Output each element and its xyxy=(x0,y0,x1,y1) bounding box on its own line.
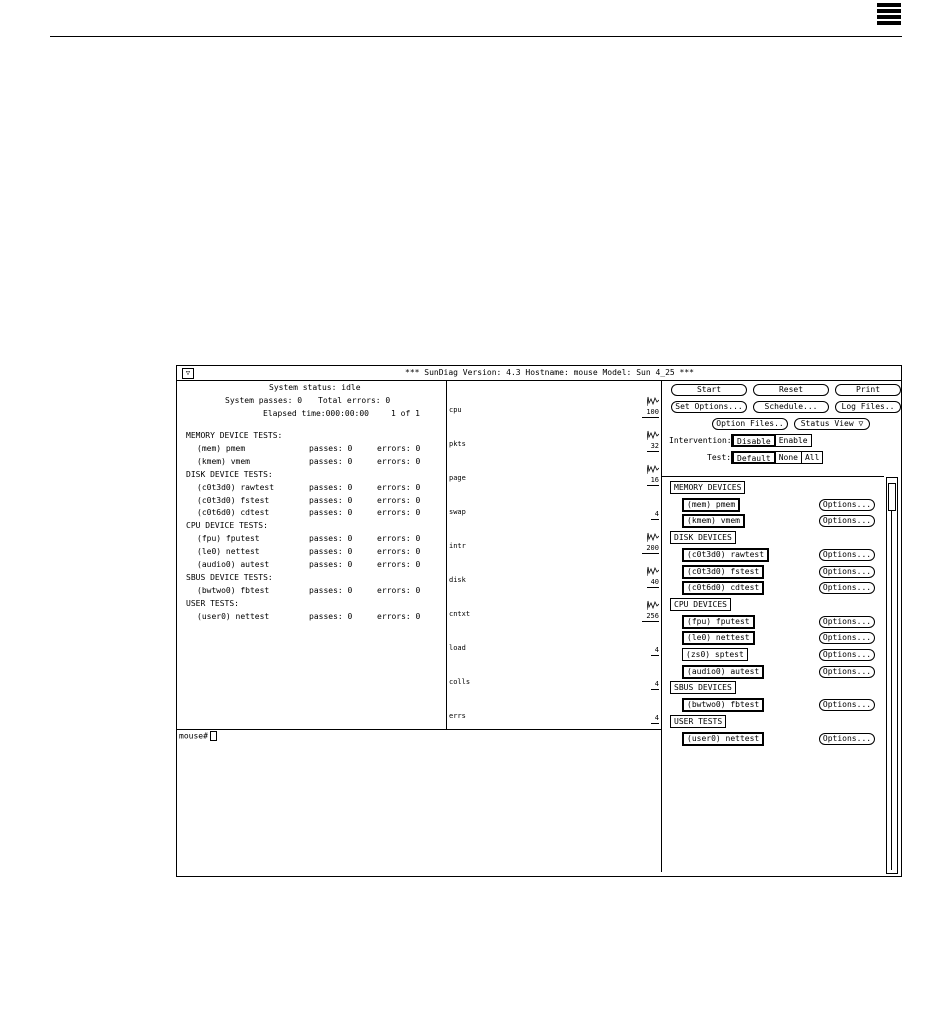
meter-label-colls: colls xyxy=(449,678,471,686)
test-passes: passes: 0 xyxy=(309,534,353,544)
meter-scale-errs: 4 xyxy=(651,714,659,724)
device-test-toggle[interactable]: (mem) pmem xyxy=(682,498,740,512)
device-test-toggle[interactable]: (le0) nettest xyxy=(682,631,755,645)
test-errors: errors: 0 xyxy=(377,585,421,595)
device-test-toggle[interactable]: (bwtwo0) fbtest xyxy=(682,698,764,712)
intervention-disable[interactable]: Disable xyxy=(732,434,776,447)
device-options-button[interactable]: Options... xyxy=(819,549,875,561)
meter-label-disk: disk xyxy=(449,576,466,584)
device-test-toggle[interactable]: (user0) nettest xyxy=(682,732,764,746)
meter-scale-intr: 200 xyxy=(642,544,659,554)
test-name: (audio0) autest xyxy=(197,560,270,569)
test-passes: passes: 0 xyxy=(309,495,353,505)
perfmeter-panel xyxy=(447,381,662,729)
test-none[interactable]: None xyxy=(776,452,802,463)
reset-button[interactable]: Reset xyxy=(753,384,829,396)
device-test-toggle[interactable]: (audio0) autest xyxy=(682,665,764,679)
device-options-button[interactable]: Options... xyxy=(819,666,875,678)
meter-scale-pkts: 32 xyxy=(647,442,659,452)
device-options-button[interactable]: Options... xyxy=(819,649,875,661)
test-passes: passes: 0 xyxy=(309,508,353,518)
device-test-toggle[interactable]: (zs0) sptest xyxy=(682,648,748,661)
test-group-header: MEMORY DEVICE TESTS: xyxy=(186,431,283,440)
test-name: (kmem) vmem xyxy=(197,456,250,466)
device-options-button[interactable]: Options... xyxy=(819,699,875,711)
device-options-button[interactable]: Options... xyxy=(819,632,875,644)
meter-scale-colls: 4 xyxy=(651,680,659,690)
test-errors: errors: 0 xyxy=(377,456,421,466)
meter-scale-cpu: 100 xyxy=(642,408,659,418)
meter-label-page: page xyxy=(449,474,466,482)
test-name: (c0t3d0) fstest xyxy=(197,495,270,505)
test-passes: passes: 0 xyxy=(309,560,353,569)
meter-scale-disk: 40 xyxy=(647,578,659,588)
test-errors: errors: 0 xyxy=(377,443,421,453)
intervention-choice xyxy=(731,434,812,447)
test-name: (fpu) fputest xyxy=(197,534,260,544)
total-errors: Total errors: 0 xyxy=(318,396,391,405)
test-all[interactable]: All xyxy=(804,453,820,462)
window-titlebar xyxy=(177,366,901,381)
test-group-header: SBUS DEVICE TESTS: xyxy=(186,572,273,582)
test-passes: passes: 0 xyxy=(309,585,353,595)
test-name: (mem) pmem xyxy=(197,443,246,453)
device-group-toggle[interactable]: CPU DEVICES xyxy=(670,598,731,611)
test-errors: errors: 0 xyxy=(377,534,421,544)
terminal-prompt: mouse# xyxy=(179,731,217,742)
device-options-button[interactable]: Options... xyxy=(819,515,875,527)
device-test-toggle[interactable]: (c0t3d0) rawtest xyxy=(682,548,769,562)
sundiag-window xyxy=(176,365,902,877)
scrollbar-elevator[interactable] xyxy=(888,483,896,511)
device-options-button[interactable]: Options... xyxy=(819,733,875,745)
device-test-toggle[interactable]: (c0t3d0) fstest xyxy=(682,565,764,579)
system-passes: System passes: 0 xyxy=(225,396,303,405)
intervention-label: Intervention: xyxy=(669,436,732,445)
test-passes: passes: 0 xyxy=(309,443,353,453)
device-group-toggle[interactable]: DISK DEVICES xyxy=(670,531,736,544)
control-panel xyxy=(662,381,901,876)
meter-graph-cntxt xyxy=(647,598,659,610)
device-group-toggle[interactable]: SBUS DEVICES xyxy=(670,681,736,694)
device-options-button[interactable]: Options... xyxy=(819,582,875,594)
meter-scale-cntxt: 256 xyxy=(642,612,659,622)
test-group-header: USER TESTS: xyxy=(186,598,239,608)
device-group-toggle[interactable]: USER TESTS xyxy=(670,715,726,728)
terminal-cursor xyxy=(210,731,217,741)
device-test-toggle[interactable]: (fpu) fputest xyxy=(682,615,755,629)
test-name: (c0t3d0) rawtest xyxy=(197,482,275,492)
device-group-toggle[interactable]: MEMORY DEVICES xyxy=(670,481,745,494)
test-errors: errors: 0 xyxy=(377,547,421,557)
meter-graph-disk xyxy=(647,564,659,576)
meter-label-cntxt: cntxt xyxy=(449,610,471,618)
schedule-button[interactable]: Schedule... xyxy=(753,401,829,413)
test-group-header: CPU DEVICE TESTS: xyxy=(186,521,268,531)
print-button[interactable]: Print xyxy=(835,384,901,396)
test-name: (le0) nettest xyxy=(197,547,260,557)
device-test-toggle[interactable]: (kmem) vmem xyxy=(682,514,745,528)
test-default[interactable]: Default xyxy=(732,451,776,464)
page-marker-icon xyxy=(877,3,901,27)
meter-scale-swap: 4 xyxy=(651,510,659,520)
elapsed-time: Elapsed time:000:00:00 xyxy=(263,409,369,418)
test-errors: errors: 0 xyxy=(377,508,421,518)
test-errors: errors: 0 xyxy=(377,611,421,621)
meter-label-swap: swap xyxy=(449,508,466,516)
test-name: (bwtwo0) fbtest xyxy=(197,585,270,595)
system-status: System status: idle xyxy=(269,383,361,392)
scrollbar-track xyxy=(891,510,892,870)
console-terminal[interactable] xyxy=(177,729,662,872)
window-menu-button[interactable]: ▽ xyxy=(182,368,194,379)
device-selection-list xyxy=(662,476,884,877)
device-options-button[interactable]: Options... xyxy=(819,499,875,511)
test-label: Test: xyxy=(707,453,732,462)
set-options-button[interactable]: Set Options... xyxy=(671,401,747,413)
log-files-button[interactable]: Log Files.. xyxy=(835,401,901,413)
meter-label-intr: intr xyxy=(449,542,466,550)
status-view-menu-button[interactable]: Status View ▽ xyxy=(794,418,870,430)
test-passes: passes: 0 xyxy=(309,456,353,466)
page-top-rule xyxy=(50,36,902,37)
window-title: *** SunDiag Version: 4.3 Hostname: mouse Model: Sun 4_25 *** xyxy=(405,368,694,377)
device-options-button[interactable]: Options... xyxy=(819,566,875,578)
test-name: (user0) nettest xyxy=(197,611,270,621)
status-panel xyxy=(177,381,447,729)
device-options-button[interactable]: Options... xyxy=(819,616,875,628)
test-errors: errors: 0 xyxy=(377,482,421,492)
meter-label-load: load xyxy=(449,644,466,652)
meter-label-errs: errs xyxy=(449,712,466,720)
meter-graph-intr xyxy=(647,530,659,542)
meter-graph-pkts xyxy=(647,428,659,440)
option-files-button[interactable]: Option Files.. xyxy=(712,418,788,430)
test-passes: passes: 0 xyxy=(309,482,353,492)
meter-graph-page xyxy=(647,462,659,474)
device-test-toggle[interactable]: (c0t6d0) cdtest xyxy=(682,581,764,595)
meter-graph-cpu xyxy=(647,394,659,406)
meter-scale-page: 16 xyxy=(647,476,659,486)
test-passes: passes: 0 xyxy=(309,547,353,557)
start-button[interactable]: Start xyxy=(671,384,747,396)
meter-label-pkts: pkts xyxy=(449,440,466,448)
meter-label-cpu: cpu xyxy=(449,406,462,414)
test-passes: passes: 0 xyxy=(309,611,353,621)
meter-scale-load: 4 xyxy=(651,646,659,656)
device-list-scrollbar[interactable] xyxy=(886,477,898,874)
test-name: (c0t6d0) cdtest xyxy=(197,508,270,518)
test-errors: errors: 0 xyxy=(377,495,421,505)
test-errors: errors: 0 xyxy=(377,560,421,569)
test-group-header: DISK DEVICE TESTS: xyxy=(186,469,273,479)
test-choice xyxy=(731,451,823,464)
intervention-enable[interactable]: Enable xyxy=(778,436,808,445)
page-indicator: 1 of 1 xyxy=(391,409,420,418)
